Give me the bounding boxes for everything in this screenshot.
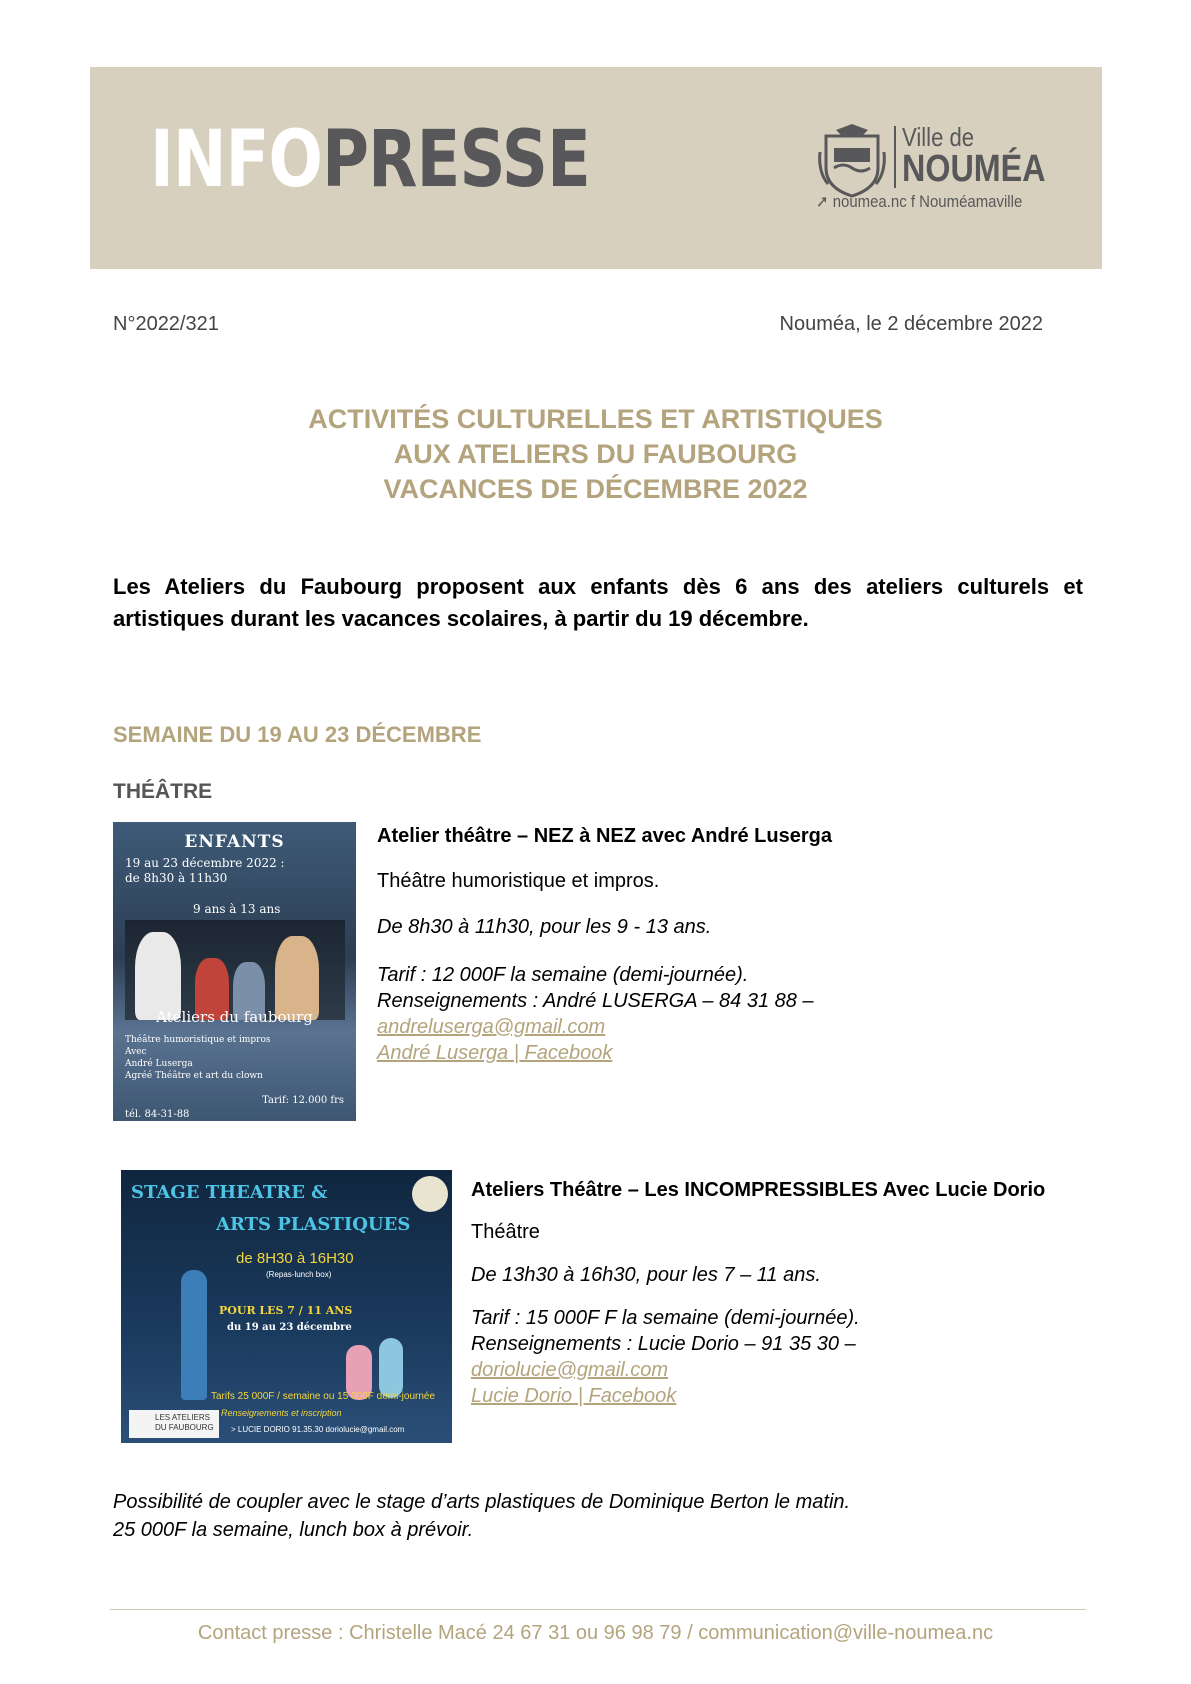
social-links-text: ➚ noumea.nc f Nouméamaville (816, 192, 1023, 211)
poster1-dates-line2: de 8h30 à 11h30 (125, 871, 228, 885)
activity2-contact: Renseignements : Lucie Dorio – 91 35 30 – (471, 1333, 856, 1355)
note-line-1: Possibilité de coupler avec le stage d’arts plastiques de Dominique Berton le matin. (113, 1491, 851, 1513)
poster2-line8: Renseignements et inscription (221, 1408, 342, 1418)
activity1-description: Théâtre humoristique et impros. (377, 870, 660, 892)
coupling-note (113, 1488, 850, 1544)
activity2-hours: De 13h30 à 16h30, pour les 7 – 11 ans. (471, 1264, 821, 1286)
poster1-ateliers: Ateliers du faubourg (156, 1008, 313, 1026)
press-release-date: Nouméa, le 2 décembre 2022 (779, 313, 1043, 335)
ville-de-text: Ville de (902, 122, 975, 152)
poster1-photo (125, 920, 345, 1020)
category-heading: THÉÂTRE (113, 780, 213, 803)
activity1-heading: Atelier théâtre – NEZ à NEZ avec André Luserga (377, 825, 832, 847)
title-line-2: AUX ATELIERS DU FAUBOURG (393, 439, 798, 469)
poster2-line3: de 8H30 à 16H30 (236, 1250, 354, 1267)
title-line-3: VACANCES DE DÉCEMBRE 2022 (383, 474, 808, 504)
poster2-line4: (Repas-lunch box) (266, 1270, 332, 1279)
emblem-icon (412, 1176, 448, 1212)
intro-paragraph: Les Ateliers du Faubourg proposent aux enfants dès 6 ans des ateliers culturels et artistiques durant les vacances scolaires, à partir du 19 décembre. (113, 574, 1083, 631)
ville-noumea-logo (816, 122, 1076, 212)
poster2-line2: ARTS PLASTIQUES (216, 1214, 411, 1235)
footer-divider (110, 1609, 1086, 1610)
city-crest-icon (816, 122, 888, 202)
document-title (0, 402, 1191, 507)
title-line-1: ACTIVITÉS CULTURELLES ET ARTISTIQUES (308, 404, 883, 434)
photo-figure (135, 932, 181, 1020)
poster1-detail-line: Théâtre humoristique et impros (125, 1035, 271, 1045)
activity2-email-link[interactable]: doriolucie@gmail.com (471, 1359, 669, 1381)
press-release-number: N°2022/321 (113, 313, 219, 335)
poster-nez-a-nez (113, 822, 356, 1121)
poster2-line5: POUR LES 7 / 11 ANS (219, 1304, 353, 1317)
activity2-description: Théâtre (471, 1221, 540, 1243)
photo-figure (181, 1270, 207, 1400)
press-contact-footer: Contact presse : Christelle Macé 24 67 31 ou 96 98 79 / communication@ville-noumea.nc (197, 1622, 994, 1644)
poster1-age: 9 ans à 13 ans (193, 902, 281, 916)
infopresse-logo (150, 115, 590, 205)
activity-2 (471, 1177, 1083, 1409)
activity-1 (377, 823, 1087, 1066)
logo-presse-text: PRESSE (322, 115, 590, 205)
photo-figure (379, 1338, 403, 1398)
poster1-detail-line: Agréé Théâtre et art du clown (125, 1071, 263, 1081)
activity2-heading: Ateliers Théâtre – Les INCOMPRESSIBLES Avec Lucie Dorio (471, 1179, 1046, 1201)
activity2-tarif: Tarif : 15 000F F la semaine (demi-journée). (471, 1307, 860, 1329)
poster1-title: ENFANTS (184, 832, 285, 852)
activity1-email-link[interactable]: andreluserga@gmail.com (377, 1016, 606, 1038)
poster1-detail-line: Avec (125, 1047, 147, 1057)
poster2-line1: STAGE THEATRE & (131, 1182, 328, 1203)
note-line-2: 25 000F la semaine, lunch box à prévoir. (113, 1519, 474, 1541)
activity1-contact: Renseignements : André LUSERGA – 84 31 88 – (377, 990, 814, 1012)
activity2-facebook-link[interactable]: Lucie Dorio | Facebook (471, 1385, 677, 1407)
noumea-text: NOUMÉA (902, 148, 1046, 190)
poster1-dates (125, 856, 285, 886)
logo-info-text: INFO (150, 115, 323, 205)
poster1-details (125, 1034, 271, 1082)
activity1-facebook-link[interactable]: André Luserga | Facebook (377, 1042, 613, 1064)
poster1-detail-line: André Luserga (125, 1059, 193, 1069)
ateliers-faubourg-logo: LES ATELIERS DU FAUBOURG (129, 1410, 219, 1438)
activity1-tarif: Tarif : 12 000F la semaine (demi-journée). (377, 964, 749, 986)
logo-divider (894, 126, 896, 188)
poster2-line9: > LUCIE DORIO 91.35.30 doriolucie@gmail.com (231, 1425, 405, 1434)
poster1-tarif: Tarif: 12.000 frs (262, 1095, 344, 1106)
poster2-line7: Tarifs 25 000F / semaine ou 15 000F demi-journée (211, 1391, 436, 1402)
poster2-line6: du 19 au 23 décembre (227, 1322, 352, 1333)
week-heading: SEMAINE DU 19 AU 23 DÉCEMBRE (113, 722, 482, 747)
header-banner (90, 67, 1102, 269)
poster1-phone: tél. 84-31-88 (125, 1109, 190, 1120)
poster-incompressibles (121, 1170, 452, 1443)
activity1-hours: De 8h30 à 11h30, pour les 9 - 13 ans. (377, 916, 712, 938)
poster1-dates-line1: 19 au 23 décembre 2022 : (125, 856, 285, 870)
